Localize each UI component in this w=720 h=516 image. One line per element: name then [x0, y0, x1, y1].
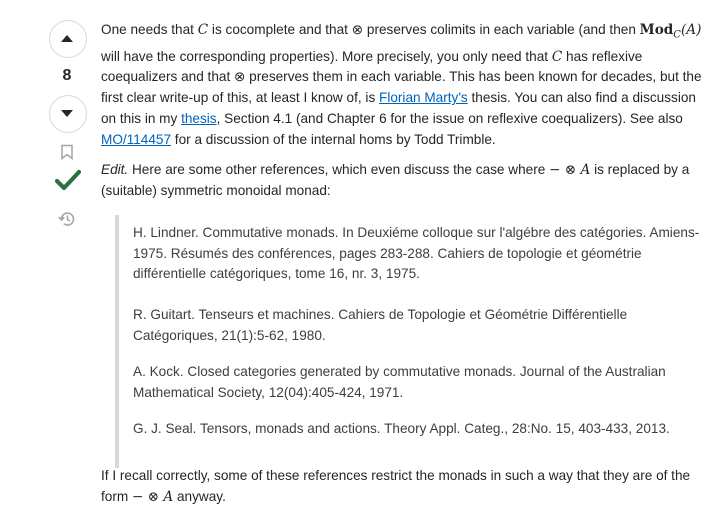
math-mod: Mod: [639, 22, 674, 38]
link-thesis[interactable]: thesis: [181, 110, 217, 126]
edit-label: Edit.: [101, 162, 129, 177]
math-c2: C: [551, 48, 563, 65]
paragraph-3: If I recall correctly, some of these references restrict the monads in such a way that they are of the form − ⊗ A anyway.: [101, 468, 691, 505]
reference-2: R. Guitart. Tenseurs et machines. Cahiers de Topologie et Géométrie Différentielle Catégoriques, 21(1):5-62, 1980.: [133, 307, 628, 343]
reference-3: A. Kock. Closed categories generated by commutative monads. Journal of the Australian Mathematical Society, 12(04):405-424, 1971.: [133, 364, 666, 400]
link-florian-marty[interactable]: Florian Marty's: [379, 90, 468, 106]
bookmark-icon[interactable]: [60, 144, 74, 160]
math-mod-sub: C: [673, 29, 681, 41]
math-tensor-a: − ⊗ A: [549, 162, 591, 178]
link-mo-114457[interactable]: MO/114457: [101, 131, 172, 147]
math-tensor-a-2: − ⊗ A: [131, 488, 174, 505]
upvote-button[interactable]: [49, 20, 87, 58]
history-icon[interactable]: [57, 210, 77, 228]
downvote-button[interactable]: [49, 95, 87, 133]
vote-count: 8: [62, 67, 72, 84]
paragraph-2: Edit. Here are some other references, which even discuss the case where − ⊗ A is replaced by a (suitable) symmetric monoidal monad:: [101, 162, 690, 198]
math-mod-arg: (A): [680, 22, 702, 38]
math-c: C: [197, 22, 209, 38]
arrow-down-icon: [60, 107, 74, 119]
reference-4: G. J. Seal. Tensors, monads and actions. Theory Appl. Categ., 28:No. 15, 403-433, 2013.: [133, 421, 670, 436]
references-blockquote: [115, 215, 711, 468]
arrow-up-icon: [60, 32, 74, 44]
checkmark-icon: [55, 169, 81, 191]
paragraph-1: One needs that C is cocomplete and that ⊗ preserves colimits in each variable (and then Mod$_C$(A) will have the corresponding properties). More precisely, you only need that C has reflexive coequalizers and that ⊗ preserves them in each variable. This has been known for decades, but the first clear write-up of this, at least I know of, is Florian Marty's thesis. You can also find a discussion on this in my thesis, Section 4.1 (and Chapter 6 for the issue on reflexive coequalizers). See also MO/114457 for a discussion of the internal homs by Todd Trimble.: [101, 22, 702, 147]
reference-1: H. Lindner. Commutative monads. In Deuxiéme colloque sur l'algébre des catégories. Amiens-1975. Résumés des conférences, pages 283-288. Cahiers de topologie et géométrie différentielle catégoriques, tome 16, nr. 3, 1975.: [133, 225, 700, 282]
